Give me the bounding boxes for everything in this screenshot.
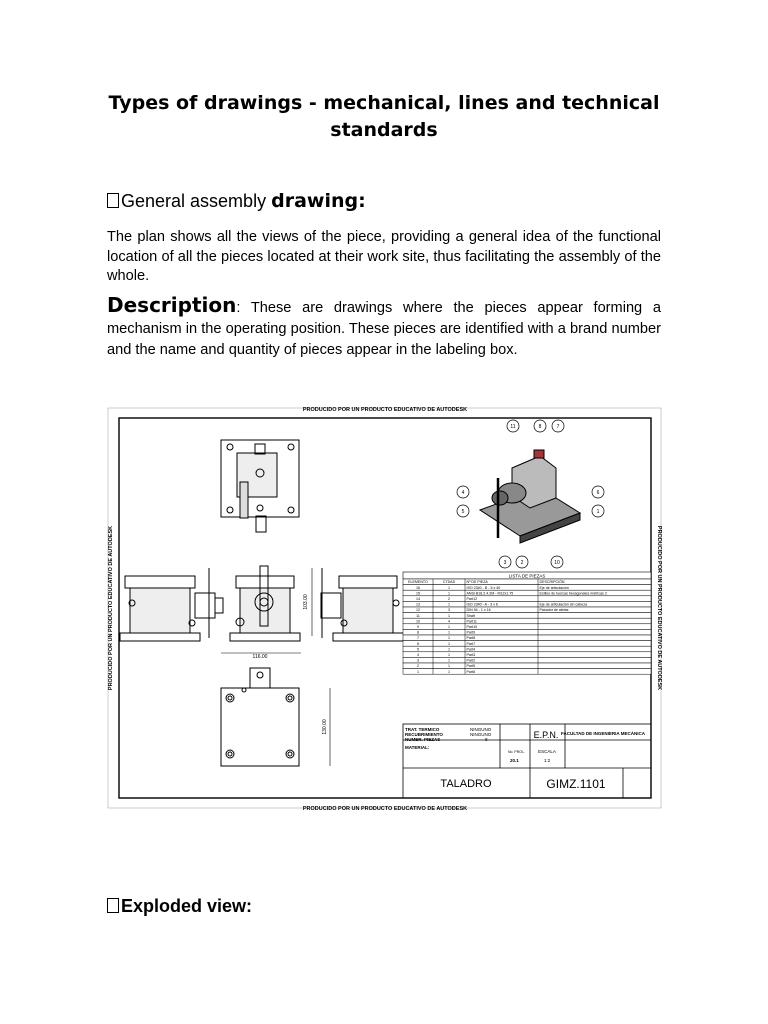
parts-cell: 2: [417, 664, 419, 669]
parts-header-row: [403, 579, 651, 585]
parts-cell: 1: [448, 591, 450, 596]
parts-list-title: LISTA DE PIEZAS: [508, 573, 546, 579]
parts-row: [403, 601, 651, 607]
parts-cell: Part8: [466, 636, 476, 641]
parts-cell: ISO 2340 - A - 3 x 6: [466, 602, 498, 607]
parts-row: [403, 590, 651, 596]
parts-cell: 6: [417, 641, 419, 646]
parts-cell: 1: [448, 641, 450, 646]
svg-text:1: 1: [596, 509, 600, 515]
svg-text:11: 11: [510, 424, 516, 430]
description-label: Description: [107, 293, 237, 317]
section-heading-general-assembly: [107, 190, 366, 212]
page-title: Types of drawings - mechanical, lines and technical standards: [108, 92, 660, 141]
tb-num: NUMER. PIEZAS: [405, 737, 441, 742]
tb-epn: E.P.N.: [533, 730, 559, 740]
parts-cell: Part5: [466, 664, 476, 669]
parts-row: [403, 652, 651, 658]
parts-cell: Part11: [466, 619, 477, 624]
tb-recub-val: NINGUNO: [470, 732, 492, 737]
parts-cell: 1: [448, 658, 450, 663]
parts-cell: 8: [417, 630, 419, 635]
bullet-box-icon: [107, 898, 119, 913]
parts-row: [403, 663, 651, 669]
bullet-box-icon: [107, 193, 119, 208]
parts-cell: Part9: [466, 630, 476, 635]
parts-row: [403, 657, 651, 663]
parts-cell: 1: [448, 636, 450, 641]
parts-cell: Eje de articulación: [539, 585, 569, 590]
parts-header-cell: Nº DE PIEZA: [466, 580, 488, 585]
tb-no-val: 20.1: [510, 758, 519, 763]
heading-part-b: drawing:: [271, 190, 366, 212]
parts-row: [403, 585, 651, 591]
svg-text:6: 6: [596, 490, 600, 496]
tb-num-val: 8: [485, 737, 488, 742]
parts-cell: 10: [416, 619, 420, 624]
parts-cell: 1: [448, 630, 450, 635]
tb-no: No. PROL.: [508, 750, 525, 754]
tb-escala-val: 1:2: [543, 758, 551, 763]
parts-cell: 1: [448, 669, 450, 674]
parts-cell: Eje de articulación sin cabeza: [539, 602, 588, 607]
parts-cell: 3: [448, 608, 450, 613]
parts-cell: 11: [416, 613, 420, 618]
parts-cell: ANSI B18.2.4.2M - M12x1.75: [466, 591, 514, 596]
parts-cell: 1: [448, 647, 450, 652]
parts-row: [403, 613, 651, 619]
parts-row: [403, 624, 651, 630]
svg-text:3: 3: [503, 560, 507, 566]
parts-cell: Part4: [466, 647, 476, 652]
description-text: : These are drawings where the pieces appear forming a mechanism in the operating position. These pieces are identified with a brand number and the name and quantity of pieces appear in the labeling box.: [107, 300, 661, 358]
parts-cell: Part10: [466, 625, 478, 629]
parts-table: [403, 579, 651, 674]
svg-text:10: 10: [554, 560, 560, 566]
parts-list: [403, 572, 651, 674]
exploded-heading-text: Exploded view:: [121, 896, 253, 916]
tb-facultad: FACULTAD DE INGENIERIA MECÁNICA: [561, 731, 645, 736]
tb-trat: TRAT. TERMICO: [405, 727, 440, 732]
parts-row: [403, 618, 651, 624]
svg-text:4: 4: [461, 490, 465, 496]
parts-cell: Part3: [466, 653, 476, 657]
tb-trat-val: NINGUNO: [470, 727, 492, 732]
tb-code: GIMZ.1101: [546, 777, 606, 791]
watermark-bottom: PRODUCIDO POR UN PRODUCTO EDUCATIVO DE AUTODESK: [302, 806, 468, 812]
parts-cell: 4: [448, 619, 450, 624]
parts-cell: 9: [417, 625, 419, 629]
parts-row: [403, 596, 651, 602]
parts-cell: 1: [417, 669, 419, 674]
svg-text:7: 7: [556, 424, 560, 430]
parts-row: [403, 646, 651, 652]
parts-row: [403, 607, 651, 613]
parts-cell: 7: [417, 636, 419, 641]
parts-row: [403, 669, 651, 675]
parts-cell: 4: [417, 653, 419, 657]
parts-cell: 1: [448, 625, 450, 629]
assembly-drawing: [100, 398, 665, 816]
parts-cell: 14: [416, 597, 420, 601]
tb-name: TALADRO: [440, 778, 492, 790]
parts-header-cell: ELEMENTO: [408, 580, 428, 585]
description-paragraph: [107, 295, 661, 361]
parts-row: [403, 635, 651, 641]
watermark-top: PRODUCIDO POR UN PRODUCTO EDUCATIVO DE AUTODESK: [302, 407, 468, 413]
parts-cell: DIN 94 - 1 x 16: [466, 608, 491, 613]
parts-cell: Shaft: [466, 613, 475, 618]
dim-vertical-1: 103.00: [303, 594, 309, 610]
section-heading-exploded-view: [107, 896, 252, 917]
parts-cell: 15: [416, 591, 420, 596]
parts-cell: 2: [448, 597, 450, 601]
parts-cell: 3: [417, 658, 419, 663]
parts-cell: Estilos de tuercas hexagonales métricas 2: [539, 591, 607, 596]
parts-cell: ISO 2340 - B - 5 x 40: [466, 585, 501, 590]
parts-cell: 1: [448, 613, 450, 618]
parts-cell: Part6: [466, 669, 476, 674]
svg-text:8: 8: [538, 424, 542, 430]
parts-cell: 1: [448, 585, 450, 590]
parts-cell: 16: [416, 585, 420, 590]
parts-row: [403, 641, 651, 647]
dim-horizontal: 116.00: [252, 654, 268, 660]
tb-escala: ESCALA: [538, 749, 556, 754]
parts-header-cell: DESCRIPCIÓN: [539, 580, 565, 585]
parts-cell: 1: [448, 602, 450, 607]
tb-material: MATERIAL:: [405, 745, 430, 750]
parts-cell: Part2: [466, 658, 476, 663]
parts-cell: 12: [416, 608, 420, 613]
heading-part-a: General assembly: [121, 191, 267, 211]
parts-cell: 5: [417, 647, 419, 652]
parts-cell: 13: [416, 602, 420, 607]
svg-text:5: 5: [461, 509, 465, 515]
parts-cell: Pasador de aletas: [539, 608, 569, 613]
parts-cell: Part12: [466, 597, 478, 601]
parts-row: [403, 629, 651, 635]
watermark-right: PRODUCIDO POR UN PRODUCTO EDUCATIVO DE AUTODESK: [656, 525, 662, 691]
parts-cell: Part7: [466, 641, 476, 646]
parts-header-cell: CTDAD: [442, 580, 456, 585]
dim-vertical-2: 130.00: [322, 719, 328, 735]
general-assembly-paragraph: The plan shows all the views of the piece, providing a general idea of the functional location of all the pieces located at their work site, thus facilitating the assembly of the whole.: [107, 229, 661, 284]
parts-cell: 1: [448, 653, 450, 657]
tb-recub: RECUBRIMIENTO: [405, 732, 443, 737]
parts-cell: 1: [448, 664, 450, 669]
svg-text:2: 2: [520, 560, 524, 566]
watermark-left: PRODUCIDO POR UN PRODUCTO EDUCATIVO DE AUTODESK: [108, 525, 114, 691]
